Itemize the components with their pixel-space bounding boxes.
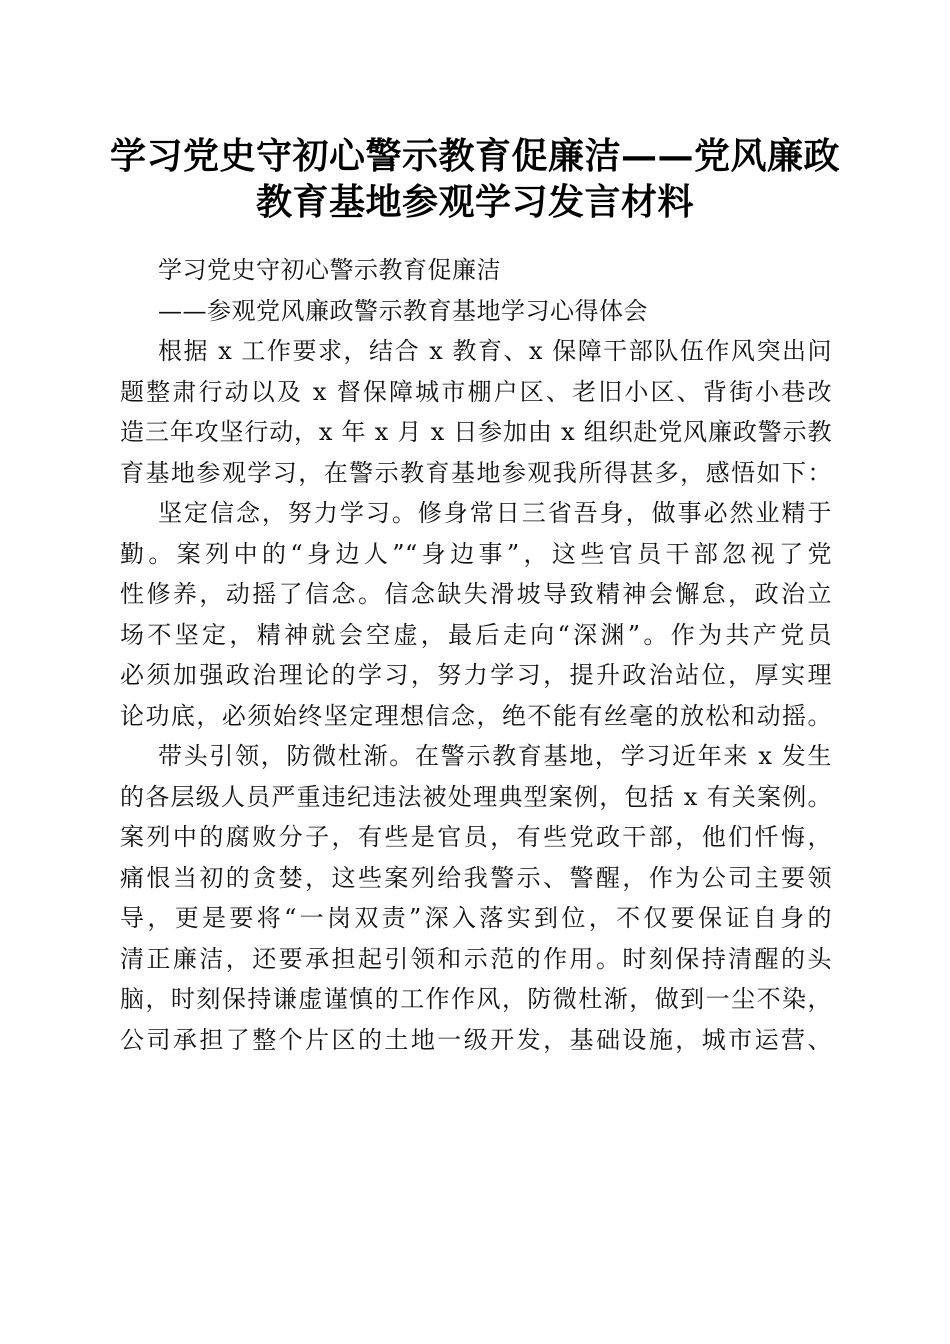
subtitle-line: ——参观党风廉政警示教育基地学习心得体会 (158, 296, 648, 325)
paragraph-line: 带头引领，防微杜渐。在警示教育基地，学习近年来 x 发生 (158, 742, 832, 770)
subtitle-line: 学习党史守初心警示教育促廉洁 (158, 256, 501, 284)
paragraph-line: 清正廉洁，还要承担起引领和示范的作用。时刻保持清醒的头 (120, 944, 832, 973)
title-line-1: 学习党史守初心警示教育促廉洁——党风廉政 (109, 135, 840, 177)
paragraph-line: 场不坚定，精神就会空虚，最后走向“深渊”。作为共产党员 (120, 620, 832, 649)
paragraph-line: 公司承担了整个片区的土地一级开发，基础设施，城市运营、 (120, 1025, 832, 1054)
paragraph-line: 性修养，动摇了信念。信念缺失滑坡导致精神会懈怠，政治立 (120, 580, 832, 608)
paragraph-line: 勤。案列中的“身边人”“身边事”，这些官员干部忽视了党 (120, 539, 832, 568)
paragraph-line: 育基地参观学习，在警示教育基地参观我所得甚多，感悟如下： (120, 458, 832, 487)
paragraph-line: 论功底，必须始终坚定理想信念，绝不能有丝毫的放松和动摇。 (120, 701, 832, 730)
paragraph-line: 导，更是要将“一岗双责”深入落实到位，不仅要保证自身的 (120, 904, 832, 932)
document-body (120, 250, 832, 1060)
paragraph-line: 案列中的腐败分子，有些是官员，有些党政干部，他们忏悔， (120, 823, 832, 851)
paragraph-line: 脑，时刻保持谦虚谨慎的工作作风，防微杜渐，做到一尘不染， (120, 985, 832, 1013)
paragraph-line: 痛恨当初的贪婪，这些案列给我警示、警醒，作为公司主要领 (120, 863, 832, 892)
paragraph-line: 题整肃行动以及 x 督保障城市棚户区、老旧小区、背街小巷改 (120, 377, 832, 406)
paragraph-line: 造三年攻坚行动，x 年 x 月 x 日参加由 x 组织赴党风廉政警示教 (120, 418, 832, 446)
document-title (100, 133, 850, 225)
paragraph-line: 坚定信念，努力学习。修身常日三省吾身，做事必然业精于 (158, 499, 832, 527)
paragraph-line: 的各层级人员严重违纪违法被处理典型案例，包括 x 有关案例。 (120, 782, 832, 811)
paragraph-line: 根据 x 工作要求，结合 x 教育、x 保障干部队伍作风突出问 (158, 337, 832, 365)
title-line-2: 教育基地参观学习发言材料 (255, 181, 694, 223)
paragraph-line: 必须加强政治理论的学习，努力学习，提升政治站位，厚实理 (120, 661, 832, 689)
